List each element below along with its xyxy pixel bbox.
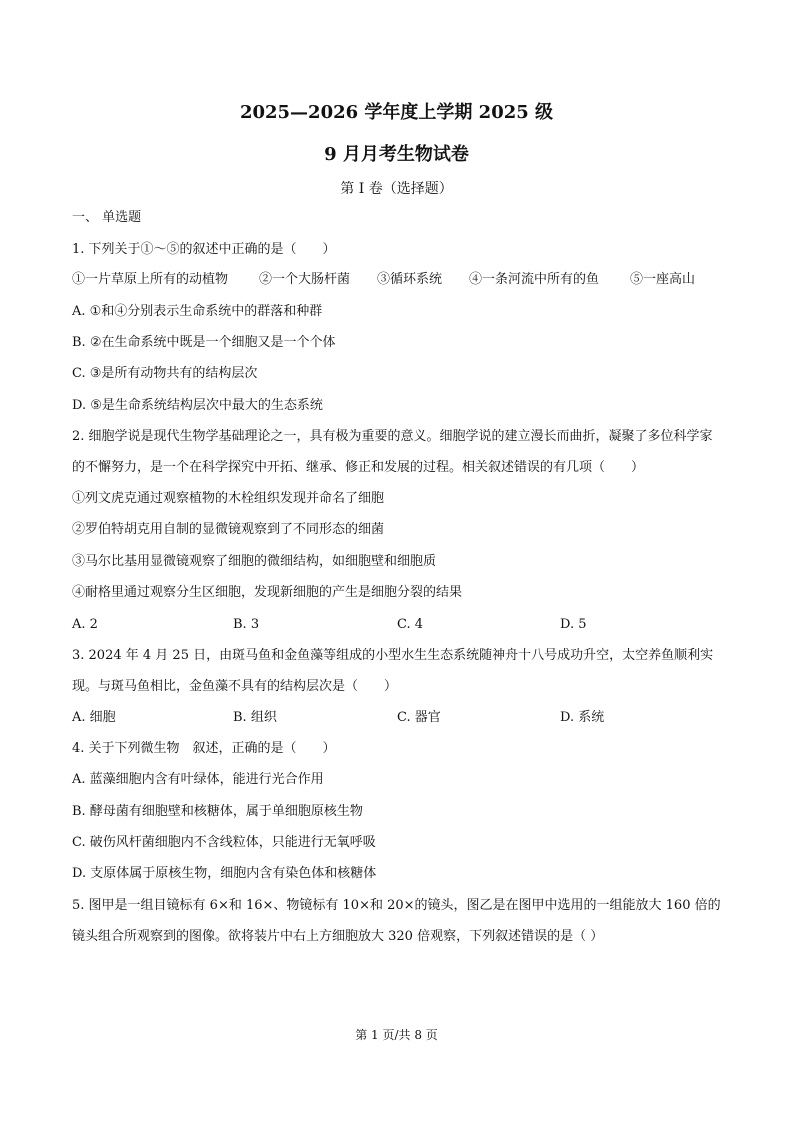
q2-item-1: ①列文虎克通过观察植物的木栓组织发现并命名了细胞	[72, 491, 385, 506]
section-title: 第 I 卷（选择题）	[340, 181, 453, 197]
q2-item-4: ④耐格里通过观察分生区细胞，发现新细胞的产生是细胞分裂的结果	[72, 585, 463, 600]
q4-option-b: B. 酵母菌有细胞壁和核糖体，属于单细胞原核生物	[72, 804, 363, 819]
q3-option-c: C. 器官	[397, 710, 441, 725]
q2-option-d: D. 5	[560, 617, 587, 632]
exam-title-line2: 9 月月考生物试卷	[324, 144, 469, 165]
q1-option-b: B. ②在生命系统中既是一个细胞又是一个个体	[72, 335, 336, 350]
q2-option-b: B. 3	[233, 617, 260, 632]
question-3-stem: 3. 2024 年 4 月 25 日，由斑马鱼和金鱼藻等组成的小型水生生态系统随神舟十八号成功升空，太空养鱼顺利实现。与斑马鱼相比，金鱼藻不具有的结构层次是（ ）	[72, 648, 714, 694]
q4-option-c: C. 破伤风杆菌细胞内不含线粒体，只能进行无氧呼吸	[72, 835, 376, 850]
q1-option-d: D. ⑤是生命系统结构层次中最大的生态系统	[72, 398, 323, 413]
q2-option-c: C. 4	[397, 617, 424, 632]
q4-option-a: A. 蓝藻细胞内含有叶绿体，能进行光合作用	[72, 772, 324, 787]
q3-option-a: A. 细胞	[72, 710, 116, 725]
q2-item-2: ②罗伯特胡克用自制的显微镜观察到了不同形态的细菌	[72, 522, 385, 537]
q1-item-5: ⑤一座高山	[630, 272, 696, 287]
q3-option-b: B. 组织	[233, 710, 277, 725]
q2-option-a: A. 2	[72, 617, 98, 632]
question-4-stem: 4. 关于下列微生物 叙述，正确的是（ ）	[72, 741, 336, 756]
part-heading: 一、 单选题	[72, 210, 142, 225]
question-2-stem: 2. 细胞学说是现代生物学基础理论之一，具有极为重要的意义。细胞学说的建立漫长而曲折，凝聚了多位科学家的不懈努力，是一个在科学探究中开拓、继承、修正和发展的过程。相关叙述错误的有几项（ ）	[72, 429, 713, 475]
q3-option-d: D. 系统	[560, 710, 605, 725]
question-1-stem: 1. 下列关于①～⑤的叙述中正确的是（ ）	[72, 242, 336, 257]
q1-option-c: C. ③是所有动物共有的结构层次	[72, 366, 258, 381]
q1-item-4: ④一条河流中所有的鱼	[469, 272, 600, 287]
q1-item-1: ①一片草原上所有的动植物	[72, 272, 229, 287]
q1-item-2: ②一个大肠杆菌	[259, 272, 351, 287]
q2-item-3: ③马尔比基用显微镜观察了细胞的微细结构，如细胞壁和细胞质	[72, 554, 437, 569]
q4-option-d: D. 支原体属于原核生物，细胞内含有染色体和核糖体	[72, 866, 377, 881]
q1-item-3: ③循环系统	[377, 272, 443, 287]
question-5-stem: 5. 图甲是一组目镜标有 6×和 16×、物镜标有 10×和 20×的镜头，图乙是在图甲中选用的一组能放大 160 倍的镜头组合所观察到的图像。欲将装片中右上方细胞放大 320 倍观察，下列叙述错误的是（ ）	[72, 898, 721, 944]
q1-option-a: A. ①和④分别表示生命系统中的群落和种群	[72, 304, 323, 319]
exam-title-line1: 2025—2026 学年度上学期 2025 级	[239, 102, 554, 123]
page-footer: 第 1 页/共 8 页	[355, 1028, 438, 1042]
